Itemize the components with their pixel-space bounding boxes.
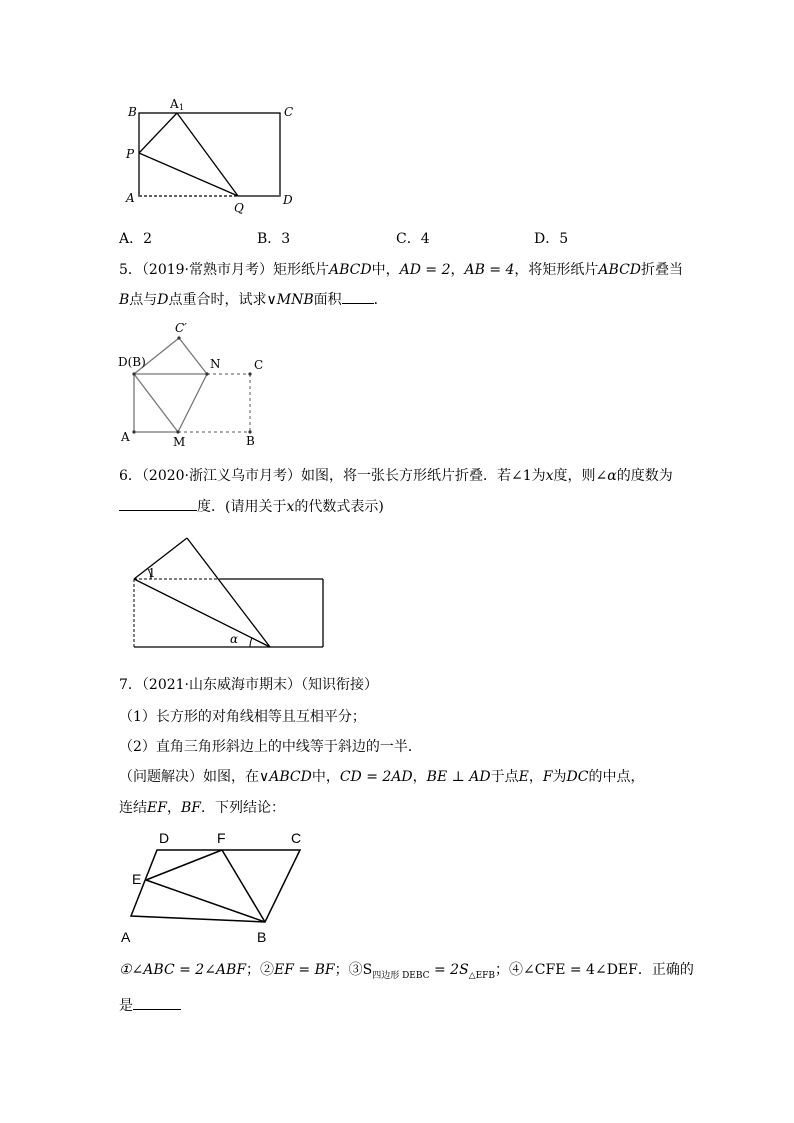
fig4-label-e: E: [132, 871, 142, 887]
fig2-label-b: B: [246, 434, 255, 448]
fig4-label-b: B: [257, 929, 267, 945]
fig4-label-c: C: [291, 830, 302, 846]
fig4-label-d: D: [159, 830, 170, 846]
fig1-label-a1: A: [170, 97, 179, 111]
q7-problem-line-1: （问题解决）如图，在∨ABCD中，CD = 2AD，BE ⊥ AD于点E，F为DC的中点，: [119, 769, 645, 785]
fig4-label-f: F: [217, 830, 226, 846]
fig1-label-a: A: [126, 191, 135, 205]
fig3-angle-1: 1: [148, 566, 156, 580]
fig1-label-q: Q: [234, 201, 244, 215]
q6-line-1: 6．（2020·浙江义乌市月考）如图，将一张长方形纸片折叠．若∠1为x度，则∠α的度数为: [119, 468, 673, 484]
fig1-label-d: D: [283, 193, 293, 207]
fig2-label-a: A: [121, 430, 130, 444]
q5-line-1: 5．（2019·常熟市月考）矩形纸片ABCD中，AD = 2，AB = 4，将矩形纸片ABCD折叠当: [119, 262, 684, 278]
q6-line-2: 度．(请用关于x的代数式表示): [119, 497, 384, 517]
choice-c: C．4: [396, 231, 430, 247]
q7-answer-blank[interactable]: [133, 1009, 181, 1010]
fig1-label-a1-sub: 1: [179, 103, 185, 112]
q7-item-1: （1）长方形的对角线相等且互相平分；: [119, 709, 366, 725]
q7-problem-line-2: 连结EF，BF．下列结论：: [119, 800, 285, 816]
fig4-label-a: A: [121, 929, 131, 945]
q7-conclusions: ①∠ABC = 2∠ABF；②EF = BF；$③S_{四边形 DEBC} = 2S_{\triangle EFB}$；④∠CFE = 4∠DEF．正确的: [119, 962, 694, 981]
fig2-label-db: D(B): [118, 355, 146, 369]
fig1-label-p: P: [126, 147, 135, 161]
fig2-label-cprime: C′: [175, 321, 187, 335]
fig1-label-c: C: [284, 105, 294, 119]
fig1-label-b: B: [128, 105, 137, 119]
fig3-angle-alpha: α: [230, 632, 239, 646]
choice-a: A．2: [119, 231, 153, 247]
q7-title: 7．（2021·山东威海市期末）（知识衔接）: [119, 677, 378, 693]
choice-d: D．5: [534, 231, 569, 247]
q5-line-2: B点与D点重合时，试求∨MNB面积 ．: [119, 292, 388, 308]
fig2-label-m: M: [173, 435, 186, 449]
choice-b: B．3: [257, 231, 291, 247]
fig2-label-c: C: [254, 358, 264, 372]
fig2-label-n: N: [210, 357, 221, 371]
q7-item-2: （2）直角三角形斜边上的中线等于斜边的一半．: [119, 739, 422, 755]
q7-answer-line: 是: [119, 996, 181, 1016]
